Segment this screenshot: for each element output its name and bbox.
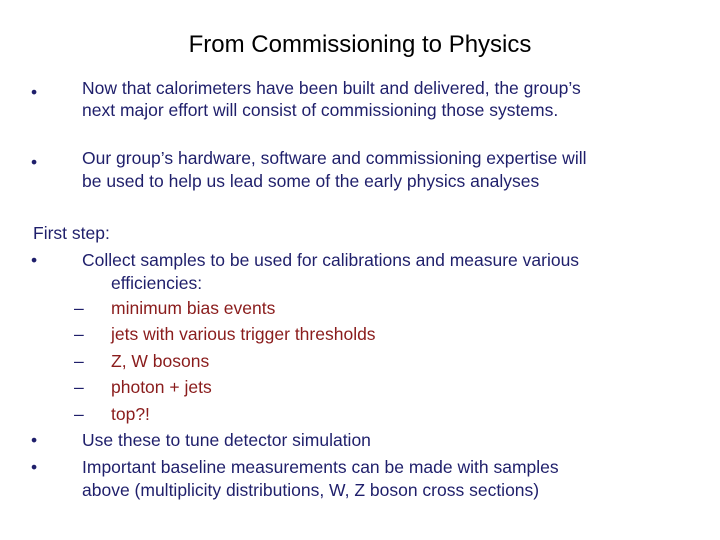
sub-item: photon + jets [111,377,212,397]
bullet-marker: • [31,152,38,172]
section-heading: First step: [33,223,110,243]
sub-item-marker: – [74,351,84,371]
sub-item: jets with various trigger thresholds [111,324,376,344]
bullet-text-line: next major effort will consist of commissioning those systems. [82,100,559,120]
sub-item-marker: – [74,404,84,424]
sub-item: top?! [111,404,150,424]
bullet-marker: • [31,250,38,270]
sub-item-marker: – [74,377,84,397]
bullet-text-line: above (multiplicity distributions, W, Z boson cross sections) [82,480,540,500]
bullet-text-line: Important baseline measurements can be made with samples [82,457,559,477]
bullet-marker: • [31,82,38,102]
bullet-marker: • [31,457,38,477]
bullet-text-line: Our group’s hardware, software and commissioning expertise will [82,148,587,168]
bullet-text-line: Now that calorimeters have been built and delivered, the group’s [82,78,581,98]
bullet-text-line: Use these to tune detector simulation [82,430,371,450]
sub-item: minimum bias events [111,298,276,318]
slide-title: From Commissioning to Physics [188,31,532,58]
bullet-text-line: efficiencies: [111,273,203,293]
sub-item-marker: – [74,324,84,344]
sub-item-marker: – [74,298,84,318]
bullet-text-line: Collect samples to be used for calibrations and measure various [82,250,580,270]
bullet-text-line: be used to help us lead some of the early physics analyses [82,171,540,191]
bullet-marker: • [31,430,38,450]
sub-item: Z, W bosons [111,351,210,371]
